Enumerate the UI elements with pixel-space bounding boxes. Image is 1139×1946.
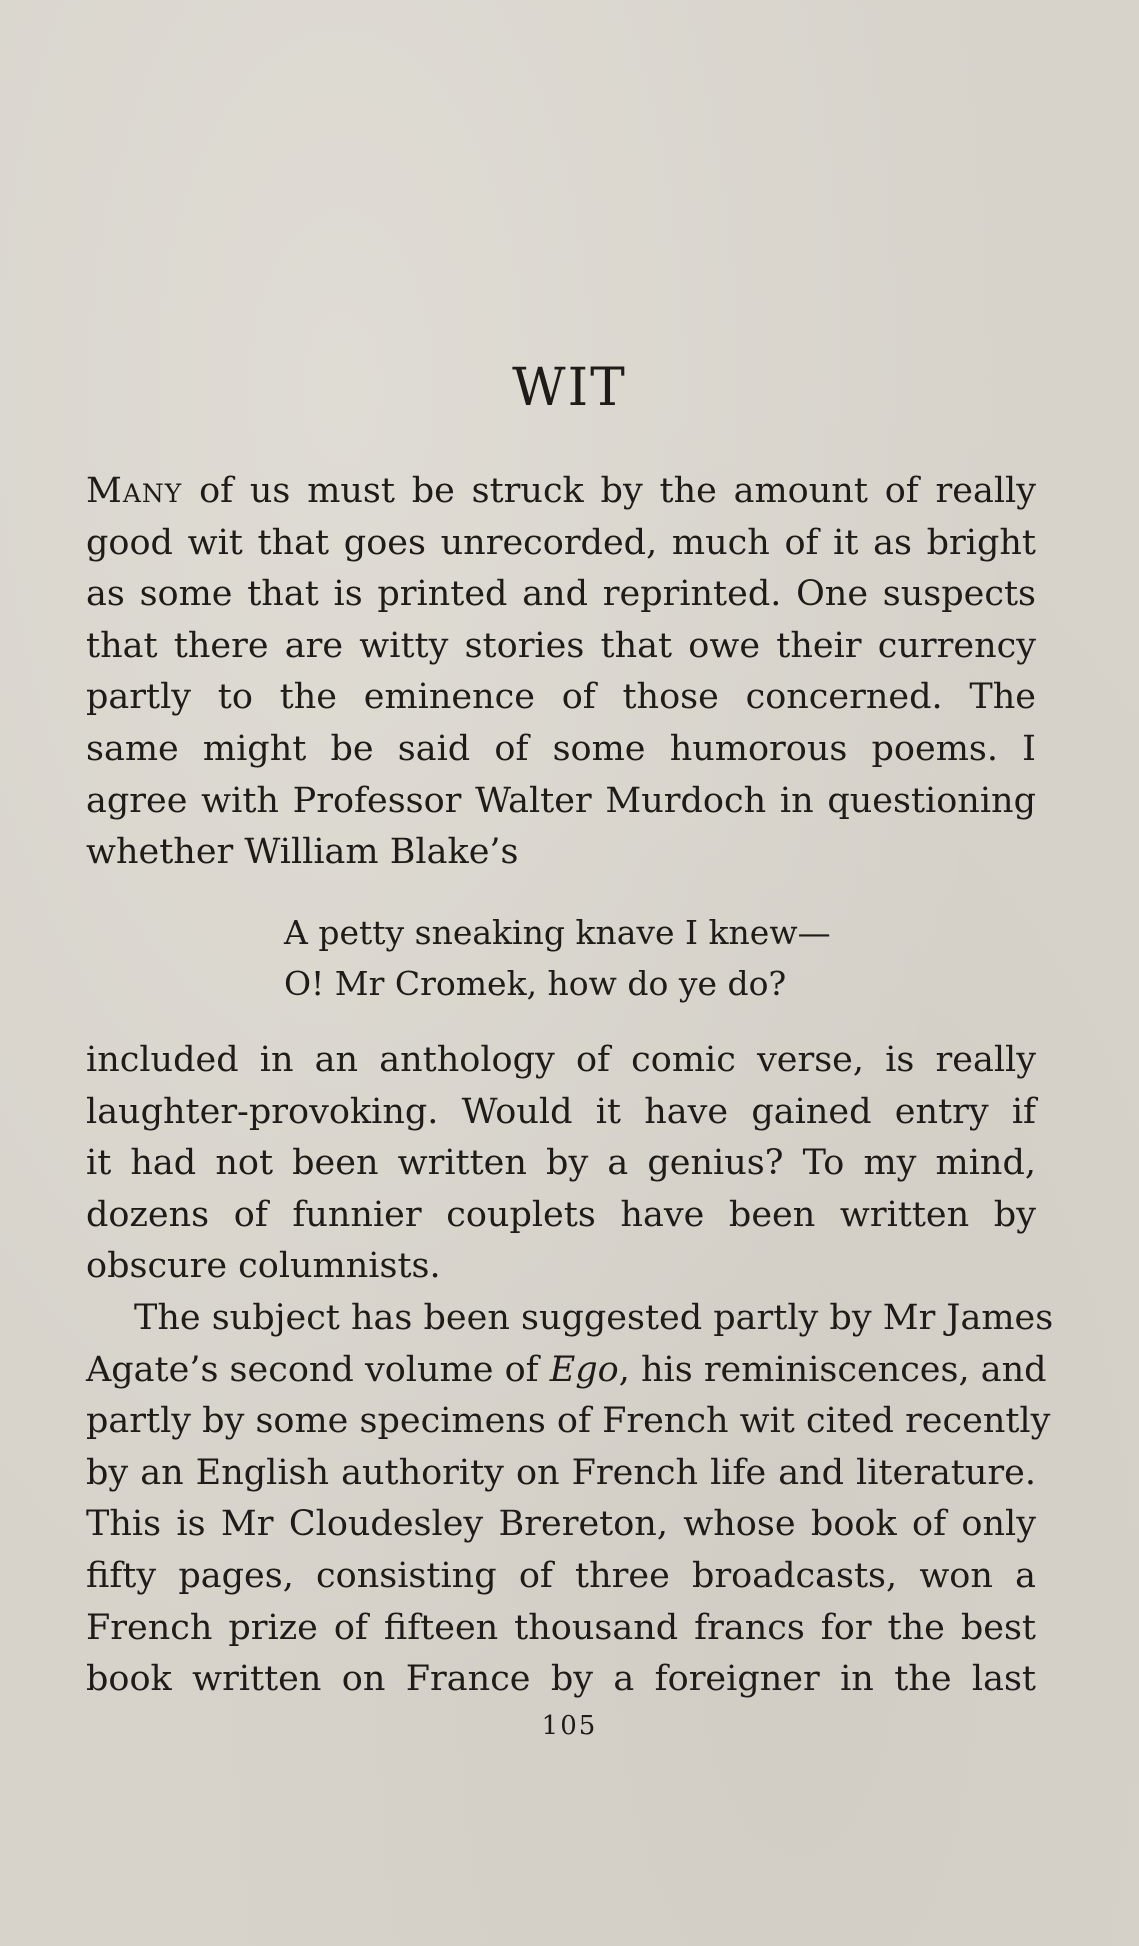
paragraph-line: obscure columnists. — [86, 1246, 441, 1287]
page-number: 105 — [541, 1711, 598, 1741]
paragraph-2 — [86, 1035, 1036, 1293]
paragraph-line: book written on France by a foreigner in the last — [86, 1659, 1036, 1700]
verse-line: A petty sneaking knave I knew— — [284, 913, 831, 952]
paragraph-line: Agate’s second volume of Ego, his reminiscences, and — [86, 1349, 1047, 1390]
paragraph-1 — [86, 466, 1036, 879]
paragraph-line: partly to the eminence of those concerned. The — [86, 677, 1036, 718]
paragraph-line: fifty pages, consisting of three broadcasts, won a — [86, 1555, 1036, 1596]
chapter-title: WIT — [512, 358, 627, 418]
paragraph-line: good wit that goes unrecorded, much of it as bright — [86, 522, 1036, 563]
paragraph-line: agree with Professor Walter Murdoch in questioning — [86, 780, 1036, 821]
paragraph-line: The subject has been suggested partly by Mr James — [134, 1298, 1054, 1338]
verse-line: O! Mr Cromek, how do ye do? — [284, 964, 787, 1003]
paragraph-line: whether William Blake’s — [86, 832, 519, 873]
lead-word: Many — [86, 471, 183, 511]
paragraph-line: Many of us must be struck by the amount of really — [86, 471, 1036, 511]
verse-quote — [284, 907, 831, 1009]
paragraph-line: same might be said of some humorous poems. I — [86, 728, 1036, 769]
book-title-ego: Ego — [549, 1349, 619, 1390]
paragraph-line: by an English authority on French life and literature. — [86, 1452, 1036, 1493]
paragraph-line: it had not been written by a genius? To my mind, — [86, 1143, 1036, 1184]
paragraph-line: laughter-provoking. Would it have gained entry if — [86, 1091, 1036, 1132]
paragraph-line: that there are witty stories that owe their currency — [86, 625, 1036, 666]
paragraph-line: This is Mr Cloudesley Brereton, whose book of only — [86, 1504, 1036, 1545]
paragraph-line: partly by some specimens of French wit cited recently — [86, 1401, 1051, 1442]
paragraph-line: dozens of funnier couplets have been written by — [86, 1194, 1036, 1235]
paragraph-line: as some that is printed and reprinted. One suspects — [86, 574, 1036, 615]
paragraph-line: French prize of fifteen thousand francs for the best — [86, 1607, 1036, 1648]
paragraph-3 — [86, 1293, 1054, 1706]
paragraph-line: included in an anthology of comic verse, is really — [86, 1040, 1036, 1080]
